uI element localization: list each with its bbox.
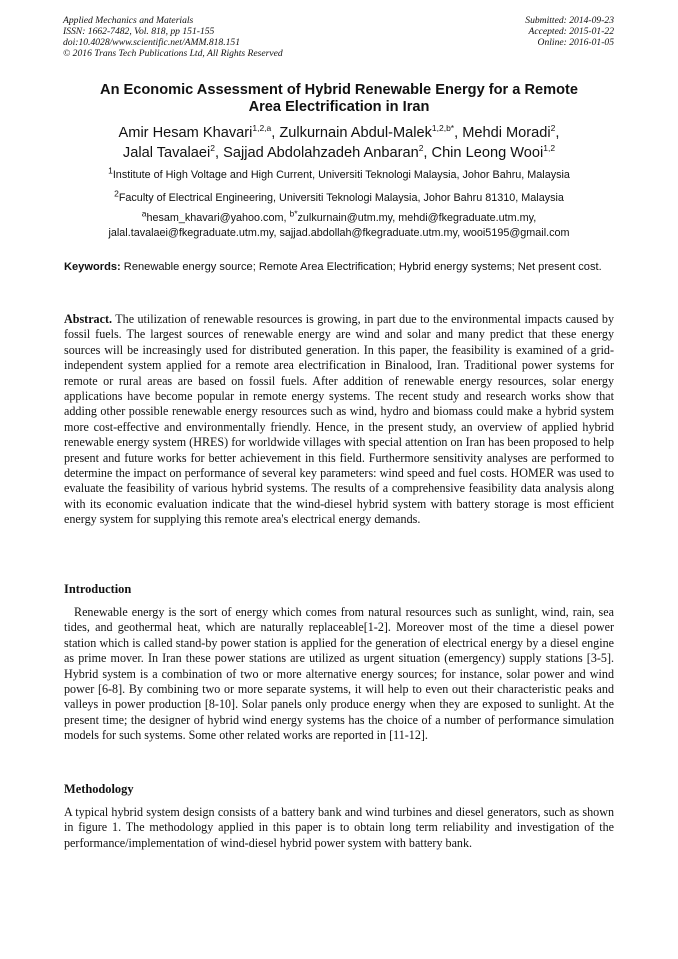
submitted-date: Submitted: 2014-09-23 [525, 15, 614, 26]
methodology-body [64, 805, 614, 851]
introduction-paragraph: Renewable energy is the sort of energy which comes from natural resources such as sunlight, wind, rain, sea tides, and geothermal heat, which are naturally replaceable[1-2]. Moreover most of the time a diesel power station which is called stand-by power station is applied for the generation of electrical energy by a diesel engine as prime mover. In Iran these power stations are utilized as urgent situation (emergency) supply stations [3-5]. Hybrid system is a combination of two or more alternative energy sources; for instance, solar power and wind power [6-8]. By combining two or more separate systems, it will help to even out their characteristic peaks and valleys in power production [8-10]. Solar panels only produce energy when they are exposed to sunlight. At the present time; the designer of hybrid wind energy systems has the choice of a number of performance simulation models for such systems. Some other related works are reported in [11-12]. [64, 605, 614, 743]
paper-title [60, 82, 618, 116]
abstract-label: Abstract. [64, 312, 113, 326]
affiliation-1: $^1$Institute of High Voltage and High Current, Universiti Teknologi Malaysia, Johor Bahru, Malaysia [108, 165, 570, 181]
online-date: Online: 2016-01-05 [537, 37, 614, 48]
author-name: Chin Leong Wooi [431, 145, 544, 161]
author-affil-sup: 2 [550, 123, 556, 134]
author-emails [40, 208, 638, 241]
keywords-label: Keywords: [64, 261, 121, 273]
title-line-2: Area Electrification in Iran [248, 99, 430, 115]
methodology-paragraph: A typical hybrid system design consists of a battery bank and wind turbines and diesel generators, such as shown in figure 1. The methodology applied in this paper is to obtain long term reliability and investigation of the performance/implementation of wind-diesel hybrid power system with battery bank. [64, 805, 614, 850]
email-line-1: $^a$hesam_khavari@yahoo.com, $^{b*}$zulkurnain@utm.my, mehdi@fkegraduate.utm.my, [141, 208, 537, 224]
header-left [63, 15, 283, 59]
author-affil-sup: 2 [418, 143, 424, 154]
section-heading-introduction: Introduction [64, 582, 132, 596]
keywords-text: Renewable energy source; Remote Area Electrification; Hybrid energy systems; Net present cost. [120, 261, 602, 273]
email-link[interactable]: hesam_khavari@yahoo.com, [146, 212, 290, 224]
author-affil-sup: 1,2,a [252, 123, 272, 134]
email-line-2[interactable]: jalal.tavalaei@fkegraduate.utm.my, sajjad.abdollah@fkegraduate.utm.my, wooi5195@gmail.com [108, 227, 570, 239]
journal-copyright: © 2016 Trans Tech Publications Ltd, All Rights Reserved [63, 48, 283, 59]
author-line-2: Jalal Tavalaei$^2$, Sajjad Abdolahzadeh Anbaran$^2$, Chin Leong Wooi$^{1,2}$ [122, 143, 556, 161]
header-right [525, 15, 614, 48]
author-affil-sup: 1,2,b* [431, 123, 455, 134]
affiliation-2: $^2$Faculty of Electrical Engineering, Universiti Teknologi Malaysia, Johor Bahru 81310, Malaysia [114, 188, 564, 204]
author-name: Mehdi Moradi [462, 125, 551, 141]
author-line-1: Amir Hesam Khavari$^{1,2,a}$, Zulkurnain Abdul-Malek$^{1,2,b*}$, Mehdi Moradi$^2$, [118, 123, 560, 141]
journal-doi[interactable]: doi:10.4028/www.scientific.net/AMM.818.151 [63, 37, 241, 48]
section-heading-methodology: Methodology [64, 782, 134, 796]
author-list [40, 123, 638, 163]
introduction-body [64, 605, 614, 744]
journal-name: Applied Mechanics and Materials [63, 15, 194, 26]
author-name: Jalal Tavalaei [122, 145, 211, 161]
abstract-text: The utilization of renewable resources is growing, in part due to the environmental impacts caused by fossil fuels. The largest sources of renewable energy are wind and solar and many predict that these energy sources will be increasingly used for distributed generation. In this paper, the feasibility is examined of a grid-independent system applied for a remote area electrification in Binalood, Iran. Traditional power systems for remote or rural areas are based on fossil fuels. After addition of renewable energy resources, solar energy applications have become popular in remote energy systems. The recent study and research works show that adding other possible renewable energy resources such as wind, hydro and biomass could make a hybrid system more cost-effective and environmentally friendly. Hence, in the present study, an overview of applied hybrid renewable energy system (HRES) for worldwide villages with special attention on Iran has been proposed to help present and future works for better achievement in this field. Furthermore sensitivity analyses are performed to determine the impact on performance of several key parameters: wind speed and fuel costs. HOMER was used to evaluate the feasibility of various hybrid systems. The results of a comprehensive feasibility data analysis along with its economic evaluation indicate that the wind-diesel hybrid system with battery storage is most efficient energy system for supplying this remote area's electrical energy demands. [64, 312, 614, 527]
author-affil-sup: 2 [210, 143, 216, 154]
journal-issn: ISSN: 1662-7482, Vol. 818, pp 151-155 [63, 26, 215, 37]
author-name: Sajjad Abdolahzadeh Anbaran [223, 145, 419, 161]
email-link[interactable]: zulkurnain@utm.my, mehdi@fkegraduate.utm.my, [297, 212, 537, 224]
keywords [64, 260, 614, 274]
author-name: Amir Hesam Khavari [118, 125, 253, 141]
author-affil-sup: 1,2 [543, 143, 556, 154]
accepted-date: Accepted: 2015-01-22 [528, 26, 614, 37]
abstract [64, 312, 614, 528]
title-line-1: An Economic Assessment of Hybrid Renewable Energy for a Remote [100, 82, 578, 98]
author-name: Zulkurnain Abdul-Malek [279, 125, 432, 141]
